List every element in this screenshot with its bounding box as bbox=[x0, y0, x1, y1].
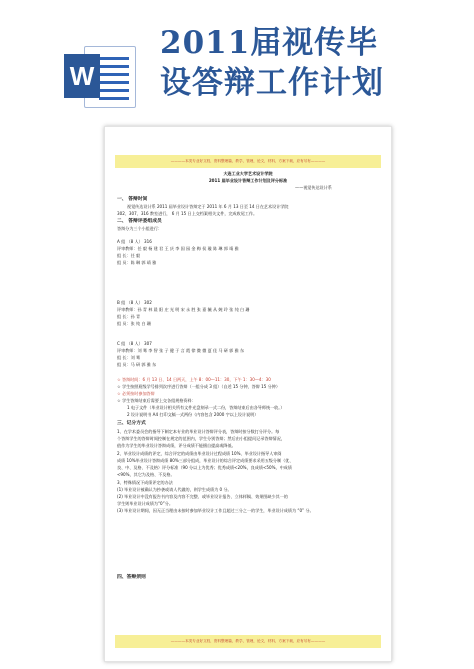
page-title-line-1: 2011届视传毕 bbox=[160, 25, 379, 61]
body-line: 1、在学术委员会的指导下制定本专业的毕业设计答辩评分表，答辩时按分数打分评分。每 bbox=[117, 429, 280, 434]
group-a-members: 组 员：陈 琳 郭 靖 雅 bbox=[117, 260, 157, 265]
word-document-icon bbox=[64, 40, 136, 112]
body-line: (3) 毕业设计期间，因无正当理由未按时参加毕业设计工作且超过三分之一的学生，毕业设计成绩为 “0” 分。 bbox=[117, 508, 314, 513]
group-c-members: 组 员：马 研 郭 雅 东 bbox=[117, 362, 157, 367]
promo-banner-top: ————本类专业好文档，资料整理篇，教学，管理，论文，材料，方案下载，应有尽有———— bbox=[115, 155, 381, 168]
schedule-note: ☆ 必须按时参加答辩 bbox=[117, 391, 155, 396]
group-c-leader: 组 长：刘 骞 bbox=[117, 355, 141, 360]
body-line: 3、特殊情况下成绩评定的办法 bbox=[117, 480, 173, 485]
body-line: 值作为学生的毕业设计答辩成绩，评分成绩不能擅自提高或降低。 bbox=[117, 443, 236, 448]
document-title: 2011 届毕业设计答辩工作计划及评分标准 bbox=[208, 178, 288, 183]
word-badge-letter: W bbox=[64, 54, 100, 98]
group-b-judges: 评审教师：孙 青 林 晨 阳 庄 光 明 宋 永 胜 张 嘉 毓 从 婉 玲 张 纯 白 珊 bbox=[117, 307, 250, 312]
group-b-leader: 组 长：孙 青 bbox=[117, 314, 141, 319]
section-heading: 三、记分方式 bbox=[117, 421, 146, 426]
document-preview bbox=[104, 126, 392, 662]
page-title-line-2: 设答辩工作计划 bbox=[160, 65, 384, 101]
cover-header bbox=[0, 0, 474, 120]
body-line: 良、中、及格、不及格）评分标准（90 分以上为优秀；优秀成绩<20%，良成绩<50%，中成绩 bbox=[117, 465, 292, 470]
body-line: (1) 毕业设计被确认为抄袭或请人代做的，则学生成绩为 0 分。 bbox=[117, 487, 232, 492]
body-line: 视觉传达设计系 2011 届毕业设计答辩定于 2011 年 6 月 13 日至 14 日在艺术设计学院 bbox=[127, 204, 289, 209]
body-line: 302、307、316 教室进行， 6 月 15 日上交档案相关文件，完成收尾工作。 bbox=[117, 211, 258, 216]
group-c-header: C 组 （8 人） 307 bbox=[117, 341, 152, 346]
schedule-note: ☆ 学生按照班级学号排列次序进行答辩（一组分成 3 组）（自述 15 分钟，答辩 15 分钟） bbox=[117, 384, 280, 389]
group-a-judges: 评审教师：任 毅 杨 建 君 王 庆 李 国 园 金 梅 侯 璇 陈 琳 郭 靖 雅 bbox=[117, 246, 239, 251]
body-line: <90%，其它为及格、不及格。 bbox=[117, 472, 175, 477]
body-line: 答辩分为三个小组进行： bbox=[117, 226, 163, 231]
group-b-header: B 组 （8 人） 302 bbox=[117, 300, 152, 305]
submission-item: 1 电子文件（毕业设计相关所有文件光盘刻录一式二份，答辩结束后由各导师统一收。） bbox=[127, 405, 285, 410]
promo-banner-bottom: ————本类专业好文档，资料整理篇，教学，管理，论文，材料，方案下载，应有尽有———— bbox=[115, 635, 381, 648]
body-line: 2、毕业设计成绩的评定，综合评定的成绩由毕业设计过程成绩 10%、毕业设计指导人审阅 bbox=[117, 451, 282, 456]
section-heading: 二、 答辩评委组成员 bbox=[117, 219, 162, 224]
section-heading: 四、答辩须则 bbox=[117, 575, 146, 580]
group-a-leader: 组 长：任 毅 bbox=[117, 253, 141, 258]
body-line: 成绩 10%毕业设计答辩成绩 80%三部分组成，毕业设计的综合评定成绩要求采用五级分制（优、 bbox=[117, 458, 294, 463]
school-name: 大连工业大学艺术设计学院 bbox=[223, 171, 273, 176]
group-c-judges: 评审教师：刘 骞 李 智 张 子 健 于 言 霞 徐 微 微 夏 佳 马 研 郭 雅 东 bbox=[117, 348, 245, 353]
group-b-members: 组 员：张 纯 白 珊 bbox=[117, 321, 151, 326]
body-line: 个答辩学生的答辩时间控制在规定的范围内，学生分别答辩；然后由小组提问记录答辩情况， bbox=[117, 436, 285, 441]
body-line: (2) 毕业设计中没有报告书内容及内容不完整、或毕业设计报告、立体样稿、效果图缺少其一的 bbox=[117, 494, 288, 499]
group-a-header: A 组 （8 人） 316 bbox=[117, 239, 152, 244]
schedule-note: ☆ 答辩时间：6 月 13 日、14 日两天，上午 8：00—11：30，下午 1：30—4：30 bbox=[117, 377, 271, 382]
submission-item: 2 设计说明书 A4 打印文稿一式两份（内容包含 2000 字以上设计说明） bbox=[127, 412, 259, 417]
department-name: ——视觉传达设计系 bbox=[295, 185, 332, 190]
section-heading: 一、 答辩时间 bbox=[117, 197, 148, 202]
schedule-note: ☆ 学生答辩结束后需要上交各组规格资料： bbox=[117, 398, 196, 403]
body-line: 学生则毕业设计成绩为“0”分。 bbox=[117, 501, 173, 506]
